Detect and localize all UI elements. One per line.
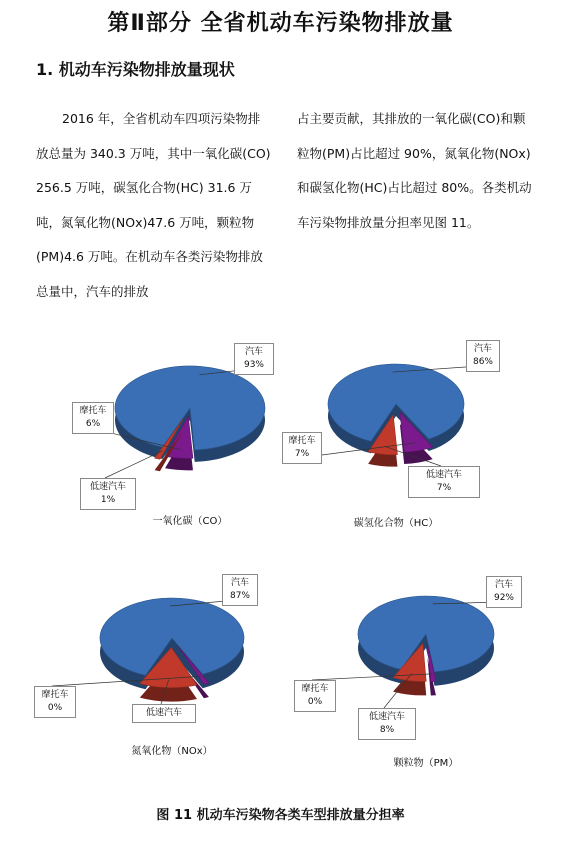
pie-data-label-name: 汽车: [494, 580, 513, 590]
section-title: 1. 机动车污染物排放量现状: [36, 60, 235, 79]
pie-data-label-name: 低速汽车: [89, 482, 126, 492]
pie-chart-4: [312, 596, 501, 708]
pie-data-label-name: 摩托车: [301, 684, 329, 694]
pie-data-label-value: 7%: [294, 449, 310, 459]
paragraph-left: 2016 年，全省机动车四项污染物排放总量为 340.3 万吨，其中一氧化碳(CO) 256.5 万吨，碳氢化合物(HC) 31.6 万吨，氮氧化物(NOx)47.6 万吨，颗粒物(PM)4.6 万吨。在机动车各类污染物排放总量中，汽车的排放: [36, 111, 271, 299]
pie-data-label: [294, 680, 336, 712]
figure-caption: 图 11 机动车污染物各类车型排放量分担率: [156, 808, 405, 823]
pie-data-label: [408, 466, 480, 498]
pie-data-label-value: 93%: [243, 360, 264, 370]
pie-data-label-name: 汽车: [230, 578, 249, 588]
pie-data-label-name: 摩托车: [288, 436, 316, 446]
pie-data-label: [34, 686, 76, 718]
pie-data-label-name: 摩托车: [79, 406, 107, 416]
pie-data-label-value: 6%: [85, 419, 101, 429]
pie-data-label-value: 1%: [100, 495, 116, 505]
pie-data-label-name: 低速汽车: [368, 712, 405, 722]
pie-data-label-value: 92%: [493, 593, 514, 603]
pie-data-label-name: 汽车: [244, 347, 263, 357]
pie-data-label-value: 8%: [379, 725, 395, 735]
pie-chart-title: 颗粒物（PM）: [393, 758, 459, 769]
pie-chart-title: 氮氧化物（NOx）: [131, 746, 213, 757]
callout-leader-line: [105, 451, 162, 478]
pie-data-label-value: 87%: [229, 591, 250, 601]
pie-chart-title: 碳氢化合物（HC）: [353, 518, 439, 529]
pie-data-label-value: 86%: [472, 357, 493, 367]
pie-data-label: [234, 343, 274, 375]
pie-data-label: [466, 340, 500, 372]
pie-data-label-value: 0%: [307, 697, 323, 707]
pie-data-label: [222, 574, 258, 606]
pie-data-label-value: 0%: [47, 703, 63, 713]
pie-data-label: [358, 708, 416, 740]
pie-data-label: [486, 576, 522, 608]
pie-chart-1: [90, 366, 265, 478]
pie-data-label-value: 7%: [436, 483, 452, 493]
pie-chart-2: [299, 364, 480, 467]
pie-data-label-name: 低速汽车: [425, 470, 462, 480]
pie-data-label: [80, 478, 136, 510]
pie-data-label: [72, 402, 114, 434]
pie-chart-3: [52, 598, 244, 704]
pie-slice-1: [328, 364, 464, 441]
paragraph-right: 占主要贡献，其排放的一氧化碳(CO)和颗粒物(PM)占比超过 90%，氮氧化物(NOx)和碳氢化物(HC)占比超过 80%。各类机动车污染物排放量分担率见图 11。: [297, 111, 532, 230]
pie-data-label: [282, 432, 322, 464]
page-title: 第Ⅱ部分 全省机动车污染物排放量: [107, 11, 454, 36]
pie-chart-title: 一氧化碳（CO）: [152, 516, 228, 527]
pie-slice-1: [358, 596, 494, 672]
pie-data-label-name: 摩托车: [41, 690, 69, 700]
pie-data-label: [132, 704, 196, 723]
pie-data-label-name: 汽车: [473, 344, 492, 354]
pie-data-label-name: 低速汽车: [145, 708, 182, 718]
